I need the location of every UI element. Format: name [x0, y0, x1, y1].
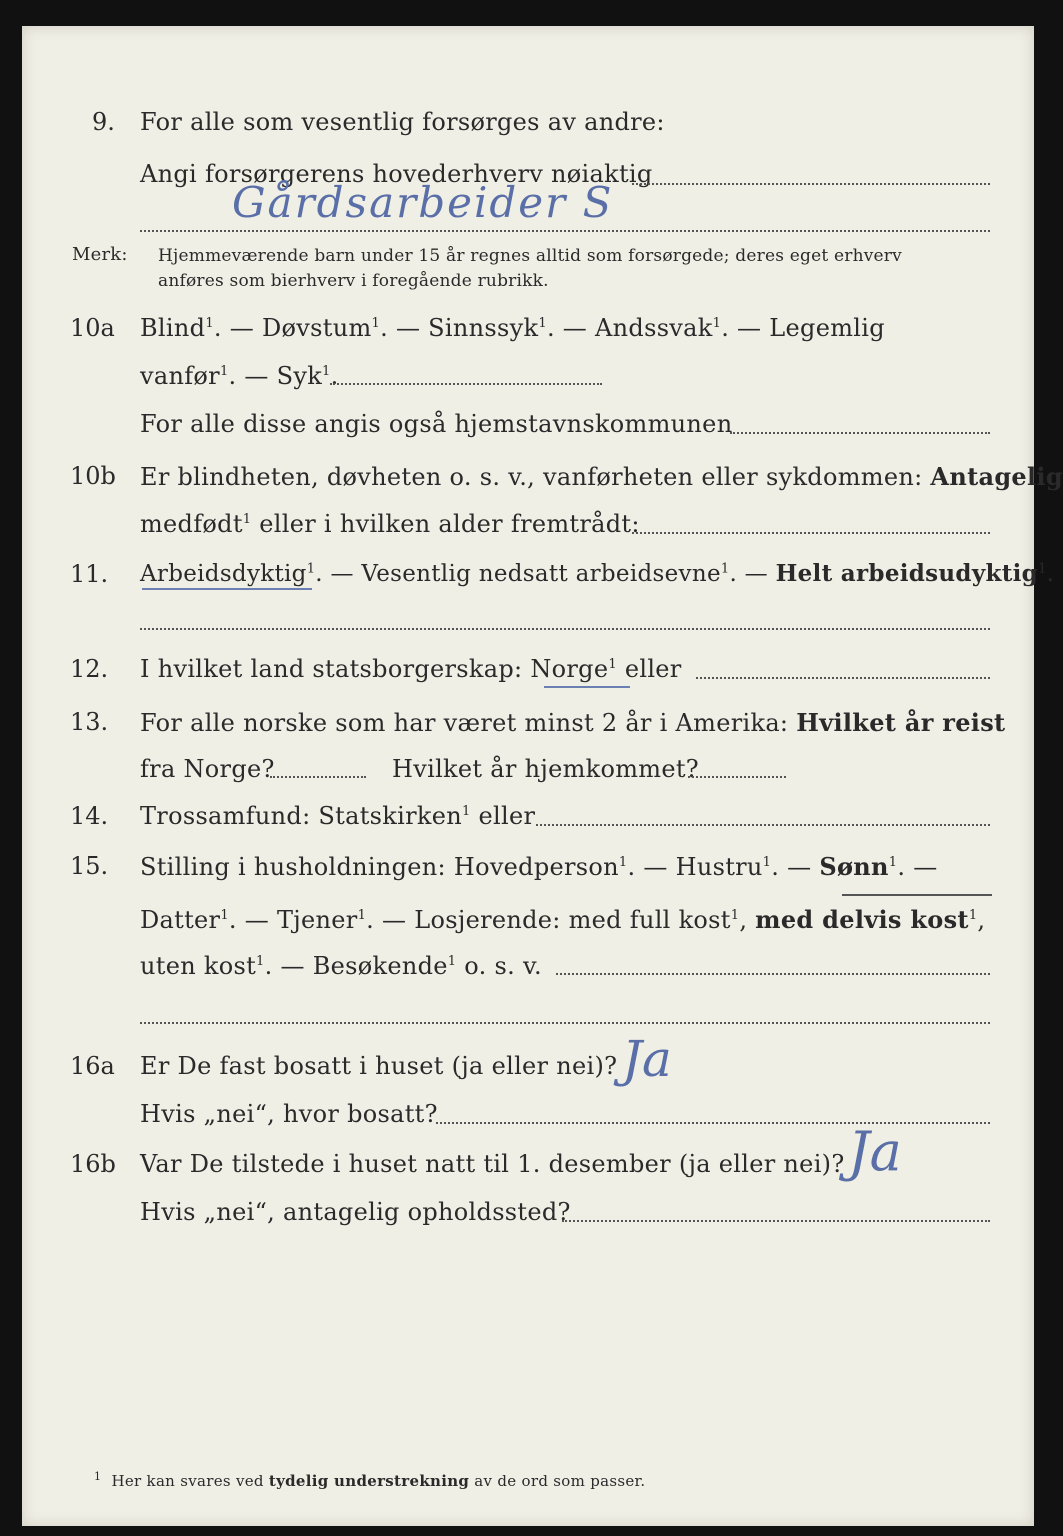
q16b-line1: Var De tilstede i huset natt til 1. desember (ja eller nei)?	[140, 1150, 845, 1178]
q15-line2: Datter$^1$. — Tjener$^1$. — Losjerende: med full kost$^1$, med delvis kost$^1$,	[140, 905, 986, 934]
q16b-handwritten-answer: Ja	[848, 1120, 902, 1183]
q16a-line1: Er De fast bosatt i huset (ja eller nei)?	[140, 1052, 618, 1080]
q9-number: 9.	[92, 108, 115, 136]
q10a-hjemstavn-line	[730, 432, 990, 434]
q13-number: 13.	[70, 708, 109, 736]
q16a-answer-line	[436, 1122, 990, 1124]
q13-hjemkommet-line	[688, 776, 786, 778]
merk-line1: Hjemmeværende barn under 15 år regnes alltid som forsørgede; deres eget erhverv	[158, 246, 902, 266]
q16b-line2: Hvis „nei“, antagelig opholdssted?	[140, 1198, 571, 1226]
q10b-line1: Er blindheten, døvheten o. s. v., vanførheten eller sykdommen: Antagelig	[140, 462, 1063, 491]
q12-answer-line	[696, 677, 990, 679]
q15-answer-line-2	[140, 1022, 990, 1024]
q15-ink-underline	[842, 894, 992, 896]
q14-number: 14.	[70, 802, 109, 830]
q12-number: 12.	[70, 655, 109, 683]
q11-answer-line	[140, 628, 990, 630]
q11-ink-underline	[142, 588, 312, 590]
q10a-number: 10a	[70, 314, 115, 342]
q15-number: 15.	[70, 852, 109, 880]
q16a-line2: Hvis „nei“, hvor bosatt?	[140, 1100, 438, 1128]
q10a-syk-line	[330, 383, 602, 385]
q11-number: 11.	[70, 560, 109, 588]
q9-line1: For alle som vesentlig forsørges av andre:	[140, 108, 665, 136]
q16b-answer-line	[562, 1220, 990, 1222]
merk-line2: anføres som bierhverv i foregående rubrikk.	[158, 271, 549, 291]
q16a-handwritten-answer: Ja	[622, 1030, 672, 1088]
q9-answer-line	[632, 183, 990, 185]
q11-line: Arbeidsdyktig$^1$. — Vesentlig nedsatt arbeidsevne$^1$. — Helt arbeidsudyktig$^1$.	[140, 560, 1055, 587]
q15-line3: uten kost$^1$. — Besøkende$^1$ o. s. v.	[140, 952, 542, 980]
q10a-line1: Blind$^1$. — Døvstum$^1$. — Sinnssyk$^1$. — Andssvak$^1$. — Legemlig	[140, 314, 885, 342]
q10b-line2: medfødt$^1$ eller i hvilken alder fremtrådt:	[140, 510, 640, 538]
q16b-number: 16b	[70, 1150, 116, 1178]
q15-line1: Stilling i husholdningen: Hovedperson$^1$. — Hustru$^1$. — Sønn$^1$. —	[140, 852, 938, 881]
q14-line: Trossamfund: Statskirken$^1$ eller	[140, 802, 536, 830]
q10a-line2: vanfør$^1$. — Syk$^1$.	[140, 362, 339, 390]
q13-line2a: fra Norge?	[140, 755, 275, 783]
q10b-answer-line	[632, 532, 990, 534]
q10a-line3: For alle disse angis også hjemstavnskommunen	[140, 410, 733, 438]
q10b-number: 10b	[70, 462, 116, 490]
q13-line2b: Hvilket år hjemkommet?	[392, 755, 699, 783]
q14-answer-line	[536, 824, 990, 826]
q15-answer-line	[556, 973, 990, 975]
merk-label: Merk:	[72, 244, 128, 265]
q9-answer-line-2	[140, 230, 990, 232]
footnote: $^1$ Her kan svares ved tydelig understrekning av de ord som passer.	[94, 1470, 646, 1490]
q9-handwritten-answer: Gårdsarbeider S	[232, 178, 614, 227]
q12-ink-underline	[544, 686, 630, 688]
q16a-number: 16a	[70, 1052, 115, 1080]
q9-line2: Angi forsørgerens hovederhverv nøiaktig	[140, 160, 653, 188]
q13-reist-line	[270, 776, 366, 778]
q12-line: I hvilket land statsborgerskap: Norge$^1$ eller	[140, 655, 682, 683]
q13-line1: For alle norske som har været minst 2 år i Amerika: Hvilket år reist	[140, 708, 1006, 737]
